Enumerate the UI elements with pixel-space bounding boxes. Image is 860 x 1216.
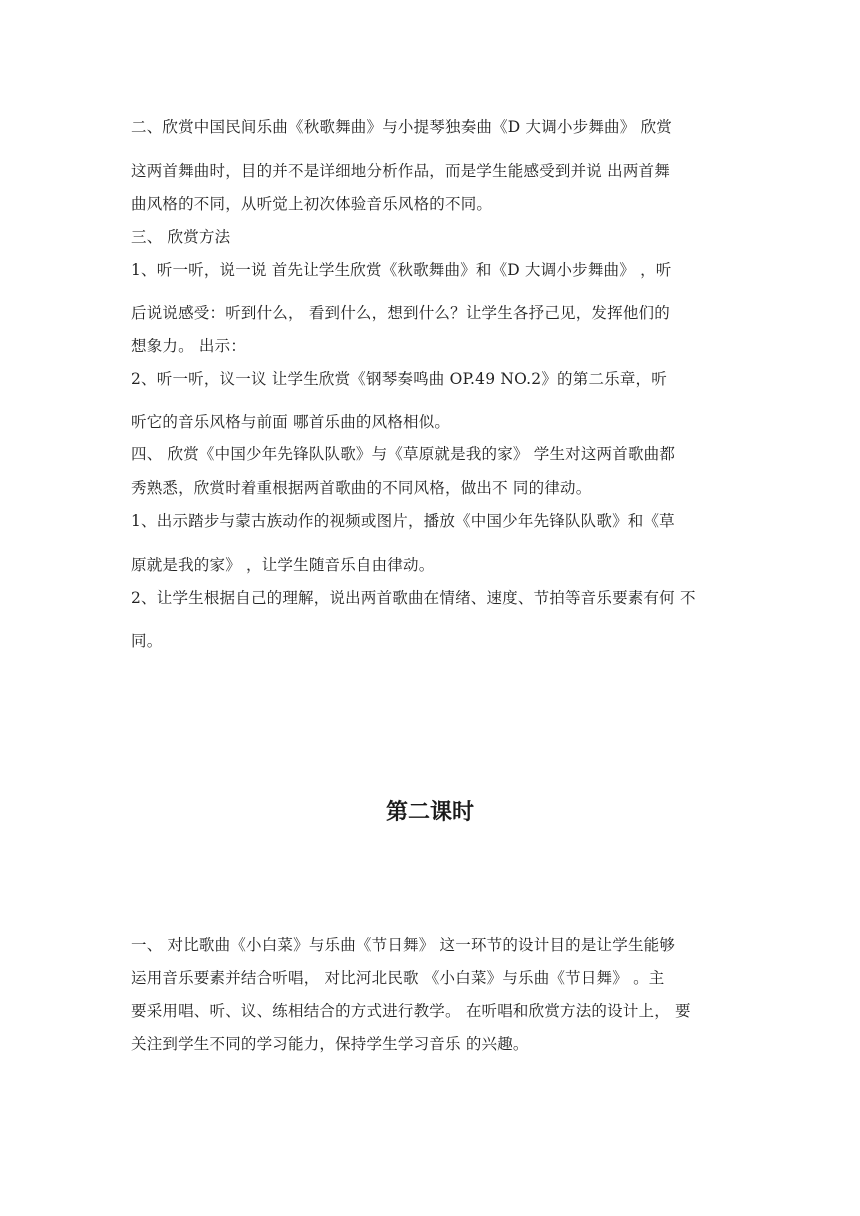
paragraph-line: 这两首舞曲时，目的并不是详细地分析作品，而是学生能感受到并说 出两首舞 <box>131 162 670 180</box>
section-heading-line: 三、 欣赏方法 <box>131 228 231 246</box>
paragraph-line: 想象力。 出示： <box>131 337 247 355</box>
paragraph-line: 同。 <box>131 632 163 650</box>
paragraph-line: 秀熟悉，欣赏时着重根据两首歌曲的不同风格，做出不 同的律动。 <box>131 479 592 497</box>
paragraph-line: 1、出示踏步与蒙古族动作的视频或图片，播放《中国少年先锋队队歌》和《草 <box>131 512 675 530</box>
paragraph-line: 要采用唱、听、议、练相结合的方式进行教学。 在听唱和欣赏方法的设计上， 要 <box>131 1002 691 1020</box>
paragraph-line: 2、听一听，议一议 让学生欣赏《钢琴奏鸣曲 OP.49 NO.2》的第二乐章，听 <box>131 370 667 388</box>
paragraph-line: 听它的音乐风格与前面 哪首乐曲的风格相似。 <box>131 413 451 431</box>
section-heading-line: 四、 欣赏《中国少年先锋队队歌》与《草原就是我的家》 学生对这两首歌曲都 <box>131 445 676 463</box>
paragraph-line: 二、欣赏中国民间乐曲《秋歌舞曲》与小提琴独奏曲《D 大调小步舞曲》 欣赏 <box>131 118 672 136</box>
paragraph-line: 关注到学生不同的学习能力，保持学生学习音乐 的兴趣。 <box>131 1035 529 1053</box>
page-title: 第二课时 <box>385 799 474 825</box>
paragraph-line: 原就是我的家》 ，让学生随音乐自由律动。 <box>131 556 435 574</box>
paragraph-line: 1、听一听，说一说 首先让学生欣赏《秋歌舞曲》和《D 大调小步舞曲》 ，听 <box>131 261 672 279</box>
paragraph-line: 一、 对比歌曲《小白菜》与乐曲《节日舞》 这一环节的设计目的是让学生能够 <box>131 936 676 954</box>
paragraph-line: 2、让学生根据自己的理解，说出两首歌曲在情绪、速度、节拍等音乐要素有何 不 <box>131 589 696 607</box>
paragraph-line: 后说说感受：听到什么， 看到什么，想到什么？让学生各抒己见，发挥他们的 <box>131 304 670 322</box>
paragraph-line: 曲风格的不同，从听觉上初次体验音乐风格的不同。 <box>131 195 493 213</box>
paragraph-line: 运用音乐要素并结合听唱， 对比河北民歌 《小白菜》与乐曲《节日舞》 。主 <box>131 969 665 987</box>
